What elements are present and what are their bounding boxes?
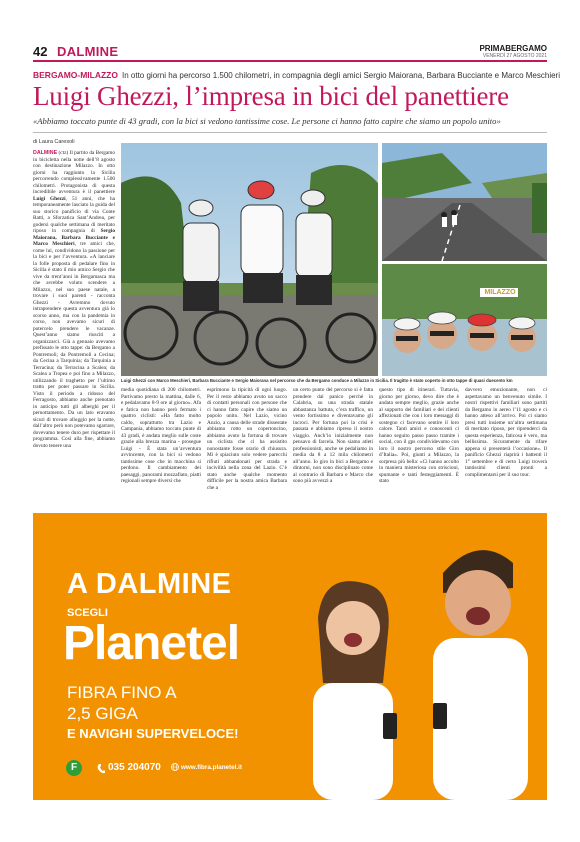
milazzo-sign: MILAZZO xyxy=(484,289,516,296)
ad-offer-line-2: 2,5 GIGA xyxy=(67,704,138,723)
col1-text-a: (ctz) Il partito da Bergamo in bicicletta nella notte dell’8 agosto con destinazione Milazzo. In otto giorni ha raggiunto la Sicilia percorrendo complessivamente 1.500 chilometri. Protagonista di questa incredibile avventura è il panettiere xyxy=(33,150,115,195)
dateline: DALMINE xyxy=(33,150,58,156)
ad-website[interactable]: www.fibra.planetel.it xyxy=(181,764,242,771)
newspaper-brand: PRIMABERGAMO xyxy=(479,44,547,53)
road-photo xyxy=(382,143,547,261)
planetel-advertisement[interactable] xyxy=(33,513,547,800)
ad-offer-line-1: FIBRA FINO A xyxy=(67,683,177,702)
fibra-logo: F xyxy=(66,760,82,776)
kicker xyxy=(33,70,560,80)
ad-phone-number[interactable]: 035 204070 xyxy=(108,762,161,773)
headline: Luigi Ghezzi, l’impresa in bici del panettiere xyxy=(33,81,509,111)
kicker-place: BERGAMO-MILAZZO xyxy=(33,70,118,80)
article-column-1 xyxy=(33,150,115,506)
article-column-2: media quotidiana di 200 chilometri. Partivamo presto la mattina, dalle 6, e pedalavamo 8-9 ore al giorno». Afa e fatica non hanno però fermato i quattro ciclisti: «Ha fatto molto caldo, soprattutto tra Lazio e Campania, abbiamo toccato punte di 43 gradi, è andata meglio sulle coste grazie alla brezza marina - prosegue Luigi - È stata un’avventura avvincente, con la bici si vedono tantissime cose che in macchina si perdono. Il cambiamento dei paesaggi, panorami mozzafiato, piatti regionali sempre diversi che xyxy=(121,387,201,484)
ad-offer-line-3: E NAVIGHI SUPERVELOCE! xyxy=(67,726,239,741)
deck: «Abbiamo toccato punte di 43 gradi, con la bici si vedono tantissime cose. Le persone ci hanno fatto capire che siamo un popolo unito» xyxy=(33,116,501,126)
col1-text-c: , tre amici che, come lui, condividono la passione per la bici e per l’avventura. «A lanciare la folle proposta di pedalare fino in Sicilia è stato il mio amico Sergio che vive da trent’anni in Bergamasca ma che avrebbe voluto scendere a Milazzo, nel suo paese natale, a trovare i suoi parenti - racconta Ghezzi - Avremmo dovuto intraprendere questa avventura già lo scorso anno, ma con la pandemia in corso, non avevamo sicuri di potercelo prendere le vacanze. Quest’anno siamo riusciti a organizzarci. Già a gennaio avevamo prefissato le otto tappe: da Bergamo a Pontremoli; da Pontremoli a Cecina; da Cecina a Tarquinia; da Tarquinia a Terracina; da Terracina a Scalea; da Scalea a Tropea e poi fino a Milazzo, utilizzando il traghetto per l’ultimo tratto per poter passare in Sicilia. Visto il periodo a ridosso del Ferragosto, abbiamo anche prenotato in anticipo tutti gli alberghi per il pernottamento. Da un lato eravamo sicuri di trovare alloggio per la notte, dall’altro però non potevamo sgarrare, dovevamo tenere duro per rispettare il programma. Così alla fine, abbiamo dovuto tenere una xyxy=(33,241,115,449)
ad-line-1: A DALMINE xyxy=(67,568,232,600)
selfie-photo xyxy=(382,264,547,376)
photo-caption: Luigi Ghezzi con Marco Meschieri, Barbara Bucciante e Sergio Maiorana nel percorso che da Bergamo conduce a Milazzo in Sicilia. Il tragitto è stato coperto in otto tappe di quasi duecento km xyxy=(121,378,513,383)
kicker-text: In otto giorni ha percorso 1.500 chilometri, in compagnia degli amici Sergio Maiorana, Barbara Bucciante e Marco Meschieri xyxy=(122,71,560,80)
article-column-5: questo tipo di itinerari. Tuttavia, giorno per giorno, devo dire che è andata sempre meglio, grazie anche al supporto dei familiari e dei clienti affezionati che con i loro messaggi di sostegno ci facevano sentire il loro calore. Tanti amici e conoscenti ci hanno seguito passo passo tramite i social, con il gps condividevamo con loro il nostro percorso stile Giro d’Italia». Poi, giunti a Milazzo, la sorpresa più bella: «Ci hanno accolto in maniera misteriosa con striscioni, spumante e tanti festeggiamenti. È stato xyxy=(379,387,459,484)
publication-date: VENERDÌ 27 AGOSTO 2021 xyxy=(482,53,547,59)
ad-people-illustration xyxy=(283,513,547,800)
page-number: 42 xyxy=(33,44,48,59)
col1-text-b: , 51 anni, che ha temporaneamente lasciato la guida del suo storico panificio di via Conte Ratti, a Sforzatica Sant’Andrea, per godersi qualche settimana di meritato riposo in compagnia di xyxy=(33,195,115,234)
divider xyxy=(33,132,547,133)
article-column-6: davvero emozionante, non ci aspettavamo un benvenuto simile. I nostri rispettivi familiari sono partiti da Bergamo in aereo l’11 agosto e ci hanno atteso all’arrivo. Poi ci siamo presi tutti insieme un’altra settimana di meritato riposo, per riprenderci da questa esperienza, faticosa è vero, ma bellissima. Sicuramente da rifare appena si presenterà l’occasione». Il panificio Ghezzi riaprirà i battenti il 1° settembre e di certo Luigi troverà tantissimi clienti pronti a complimentarsi per il suo tour. xyxy=(465,387,547,478)
friends-names: Sergio Maiorana, Barbara Bucciante e Marco Meschieri xyxy=(33,228,115,247)
protagonist-name: Luigi Ghezzi xyxy=(33,195,66,202)
group-photo xyxy=(121,143,378,376)
header-rule xyxy=(33,60,547,62)
byline: di Laura Caresoli xyxy=(33,139,75,145)
phone-icon xyxy=(97,763,105,774)
article-column-3: esprimono la tipicità di ogni luogo. Per il resto abbiamo avuto un sacco di contatti personali con persone che ci hanno fatto capire che siamo un popolo unito. Nel Lazio, vicino Anzio, a causa delle strade dissestate abbiamo rotto un copertoncino, abbiamo avuto la fortuna di trovare un ciclista che ci ha assistito nonostante fosse orario di chiusura. Mi è spiaciuto solo vedere parecchi rifiuti abbandonati per strada e incivilità nella zona del Lazio. C’è stato anche qualche momento difficile per la nostra amica Barbara che a xyxy=(207,387,287,491)
ad-line-2: SCEGLI xyxy=(67,607,108,619)
article-column-4: un certo punto del percorso si è fatta prendere dal panico perché in Calabria, su una strada statale abbastanza battuta, c’era traffico, un vento fortissimo e diventavamo gli incroci. Per fortuna poi la crisi è passata e abbiamo ripreso il nostro viaggio. Anch’io inizialmente non pensavo di farcela. Non siamo atleti professionisti, anche se pedaliamo in media da 8 a 12 mila chilometri all’anno. Io giro in bici a Bergamo e dintorni, non sono disciplinato come al contrario di Barbara e Marco che sono più avvezzi a xyxy=(293,387,373,484)
globe-icon xyxy=(171,763,179,771)
section-title: DALMINE xyxy=(57,44,119,59)
ad-brand-name: Planetel xyxy=(63,617,240,670)
